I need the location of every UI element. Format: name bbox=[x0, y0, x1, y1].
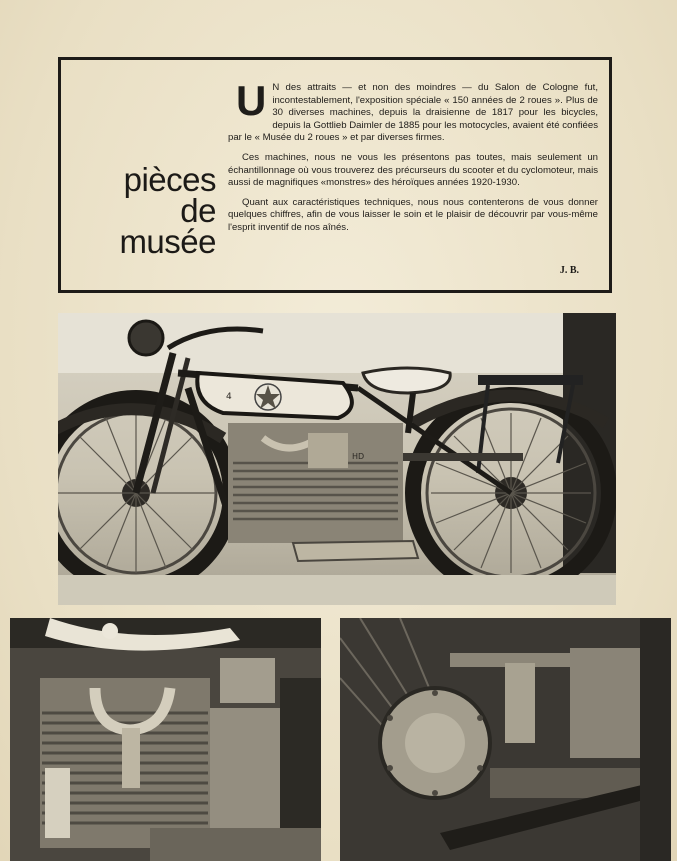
engine-illustration bbox=[10, 618, 321, 861]
paragraph-3: Quant aux caractéristiques techniques, nous nous contenterons de vous donner quelques chiffres, afin de vous laisser le soin et le plaisir de découvrir par vous-même l'esprit inventif de nos aînés. bbox=[228, 196, 598, 233]
title-line-3: musée bbox=[119, 223, 216, 260]
author-signature: J. B. bbox=[559, 265, 579, 276]
paragraph-2: Ces machines, nous ne vous les présentons pas toutes, mais seulement un échantillonnage où vous trouverez des précurseurs du scooter et du cyclomoteur, mais aussi de magnifiques «monstres» des héroïques années 1920-1930. bbox=[228, 151, 598, 189]
title-line-1: pièces bbox=[123, 161, 216, 198]
tank-number: 4 bbox=[226, 392, 232, 402]
clutch-detail-photo bbox=[340, 618, 671, 861]
article-body bbox=[228, 77, 598, 242]
clutch-illustration bbox=[340, 618, 671, 861]
article-title bbox=[61, 161, 216, 260]
title-line-2: de bbox=[180, 192, 216, 229]
intro-box bbox=[58, 57, 612, 293]
dropcap: U bbox=[236, 77, 267, 124]
engine-detail-photo bbox=[10, 618, 321, 861]
paragraph-1 bbox=[228, 77, 598, 145]
motorcycle-photo bbox=[58, 313, 616, 605]
engine-lettering: HD bbox=[352, 452, 365, 461]
motorcycle-illustration bbox=[58, 313, 616, 605]
paragraph-1-text: N des attraits — et non des moindres — du Salon de Cologne fut, incontestablement, l'exposition spéciale « 150 années de 2 roues ». Plus de 30 diverses machines, depuis la draisienne de 1817 pour les bicycles, depuis la Gottlieb Daimler de 1885 pour les motocycles, avaient été confiées par le « Musée du 2 roues » et par diverses firmes. bbox=[228, 82, 598, 144]
